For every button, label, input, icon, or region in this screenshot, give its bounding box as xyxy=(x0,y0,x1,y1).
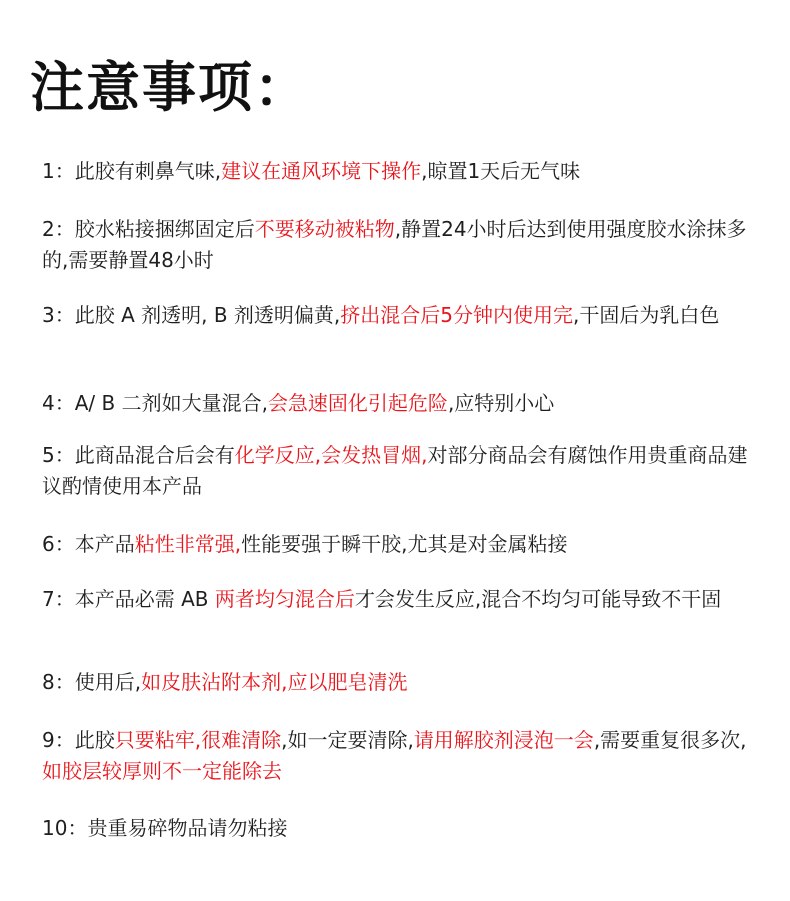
note-text: 8：使用后, xyxy=(42,670,142,694)
note-text: 7：本产品必需 AB xyxy=(42,587,215,611)
note-item-7 xyxy=(42,584,764,615)
note-highlight: 只要粘牢,很难清除 xyxy=(114,728,282,752)
note-text: 9：此胶 xyxy=(42,728,115,752)
note-text: 5：此商品混合后会有 xyxy=(42,443,235,467)
note-text: ,需要重复很多次, xyxy=(593,728,747,752)
note-item-6 xyxy=(42,529,764,560)
note-item-9 xyxy=(42,725,764,787)
note-item-2 xyxy=(42,214,764,276)
note-item-10 xyxy=(42,813,764,844)
note-text: 1：此胶有刺鼻气味, xyxy=(42,159,222,183)
note-item-1 xyxy=(42,156,764,187)
note-text: 4：A/ B 二剂如大量混合, xyxy=(42,391,268,415)
note-highlight: 如胶层较厚则不一定能除去 xyxy=(42,759,282,783)
note-text: 10：贵重易碎物品请勿粘接 xyxy=(42,816,288,840)
note-highlight: 不要移动被粘物 xyxy=(254,217,395,241)
note-text: 2：胶水粘接捆绑固定后 xyxy=(42,217,255,241)
note-text: 才会发生反应,混合不均匀可能导致不干固 xyxy=(354,587,722,611)
note-text: 对部分商品会有腐蚀作用贵重商品建议酌情使用本产品 xyxy=(42,443,748,498)
note-text: ,晾置1天后无气味 xyxy=(421,159,581,183)
note-text: 3：此胶 A 剂透明, B 剂透明偏黄, xyxy=(42,303,341,327)
note-text: ,应特别小心 xyxy=(447,391,555,415)
note-item-8 xyxy=(42,667,764,698)
note-highlight: 两者均匀混合后 xyxy=(214,587,355,611)
note-highlight: 粘性非常强, xyxy=(134,532,242,556)
note-highlight: 挤出混合后5分钟内使用完 xyxy=(340,303,574,327)
note-highlight: 如皮肤沾附本剂,应以肥皂清洗 xyxy=(141,670,408,694)
note-item-4 xyxy=(42,388,764,419)
note-text: ,静置24小时后达到使用强度胶水涂抹多的,需要静置48小时 xyxy=(42,217,747,272)
note-item-5 xyxy=(42,440,764,502)
note-text: ,干固后为乳白色 xyxy=(573,303,720,327)
note-highlight: 建议在通风环境下操作 xyxy=(221,159,422,183)
note-item-3 xyxy=(42,300,764,331)
note-highlight: 会急速固化引起危险 xyxy=(267,391,448,415)
note-text: 6：本产品 xyxy=(42,532,135,556)
note-text: 性能要强于瞬干胶,尤其是对金属粘接 xyxy=(241,532,568,556)
note-highlight: 化学反应,会发热冒烟, xyxy=(234,443,428,467)
page-title: 注意事项： xyxy=(30,56,310,119)
note-highlight: 请用解胶剂浸泡一会 xyxy=(413,728,594,752)
note-text: ,如一定要清除, xyxy=(281,728,414,752)
